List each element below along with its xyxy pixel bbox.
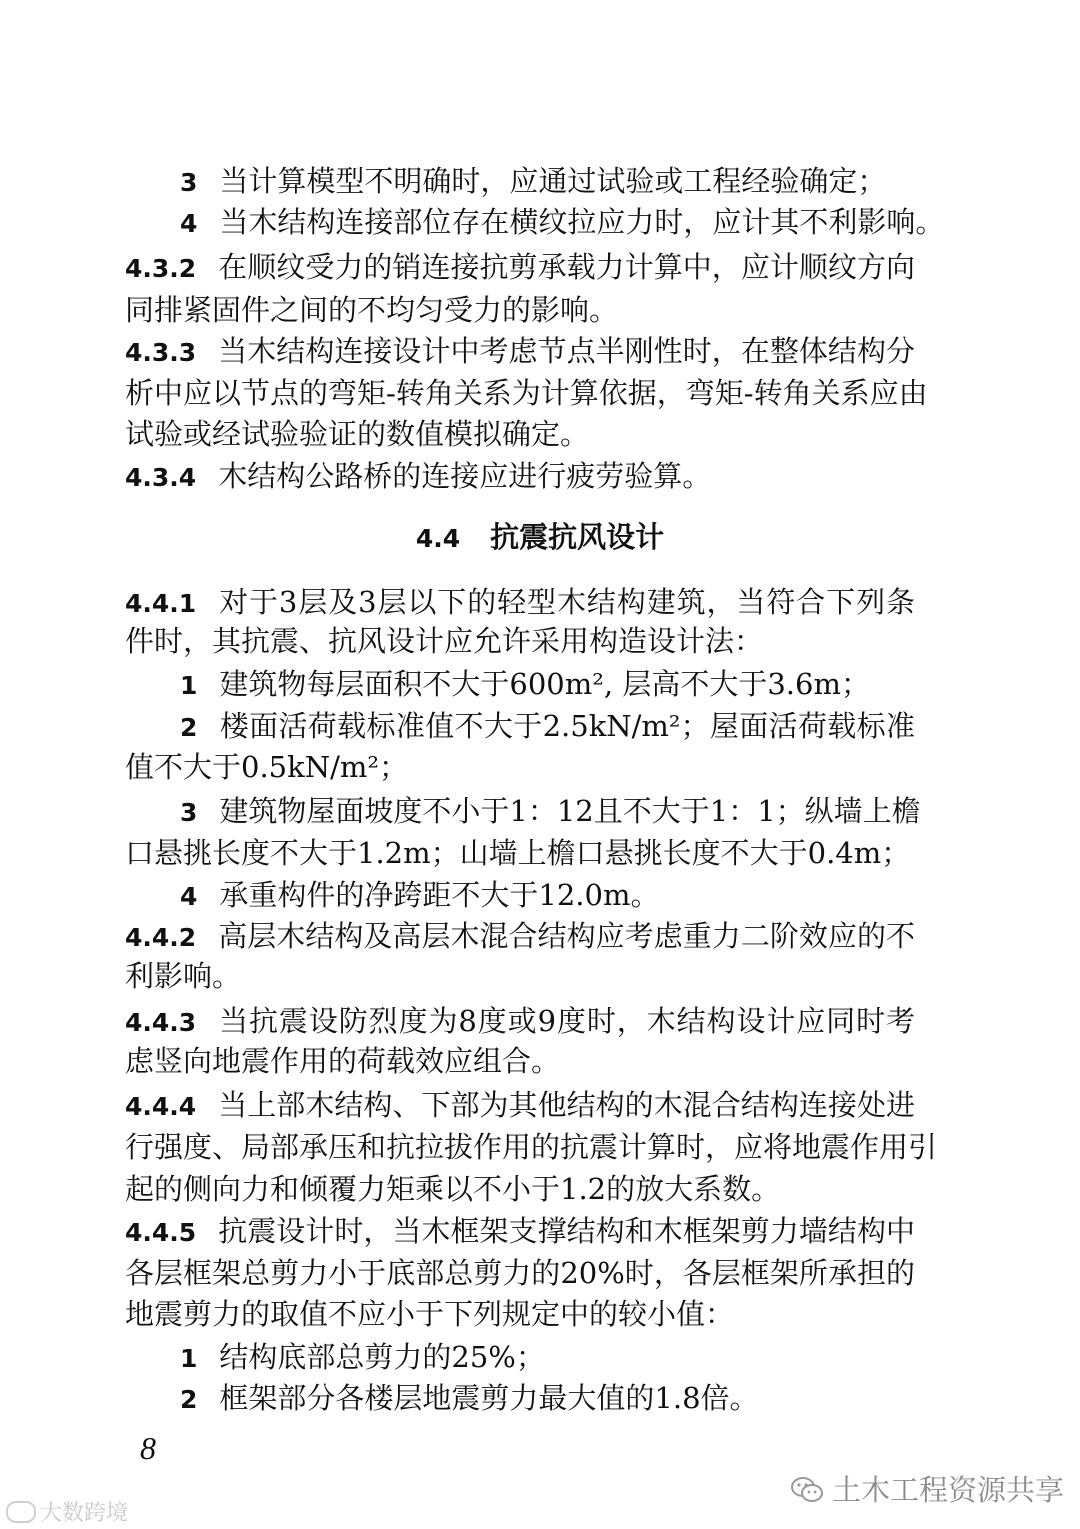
clause-4-3-1-item-3: 3 当计算模型不明确时，应通过试验或工程经验确定； [180,164,887,198]
clause-4-3-3-cont-1: 析中应以节点的弯矩-转角关系为计算依据，弯矩-转角关系应由 [125,376,928,410]
clause-4-4-1-item-2-cont: 值不大于0.5kN/m²； [125,750,408,784]
clause-4-3-1-item-4: 4 当木结构连接部位存在横纹拉应力时，应计其不利影响。 [180,205,945,239]
clause-4-4-1-item-4: 4 承重构件的净跨距不大于12.0m。 [180,878,660,912]
clause-4-4-3: 4.4.3 当抗震设防烈度为8度或9度时，木结构设计应同时考 [125,1004,915,1038]
clause-4-4-4-cont-1: 行强度、局部承压和抗拉拔作用的抗震计算时，应将地震作用引 [125,1130,938,1164]
clause-4-4-2: 4.4.2 高层木结构及高层木混合结构应考虑重力二阶效应的不 [125,919,915,953]
clause-4-3-2: 4.3.2 在顺纹受力的销连接抗剪承载力计算中，应计顺纹方向 [125,250,915,284]
clause-4-4-1-item-3-cont: 口悬挑长度不大于1.2m；山墙上檐口悬挑长度不大于0.4m； [125,836,911,870]
clause-4-4-4-cont-2: 起的侧向力和倾覆力矩乘以不小于1.2的放大系数。 [125,1172,781,1206]
clause-4-4-3-cont: 虑竖向地震作用的荷载效应组合。 [125,1044,561,1078]
clause-4-4-1: 4.4.1 对于3层及3层以下的轻型木结构建筑，当符合下列条 [125,585,915,619]
watermark-right: 土木工程资源共享 [790,1468,1064,1509]
watermark-logo-icon [6,1501,36,1523]
section-heading-4-4: 4.4 抗震抗风设计 [415,520,665,554]
clause-4-3-2-cont: 同排紧固件之间的不均匀受力的影响。 [125,293,619,327]
watermark-left: 大数跨境 [6,1496,128,1527]
clause-4-4-2-cont: 利影响。 [125,959,242,993]
clause-4-4-5-item-2: 2 框架部分各楼层地震剪力最大值的1.8倍。 [180,1381,759,1415]
clause-4-3-4: 4.3.4 木结构公路桥的连接应进行疲劳验算。 [125,459,712,493]
clause-4-4-1-item-2: 2 楼面活荷载标准值不大于2.5kN/m²；屋面活荷载标准 [180,709,915,743]
clause-4-3-3: 4.3.3 当木结构连接设计中考虑节点半刚性时，在整体结构分 [125,334,915,368]
clause-4-4-4: 4.4.4 当上部木结构、下部为其他结构的木混合结构连接处进 [125,1088,915,1122]
wechat-icon [790,1476,824,1504]
clause-4-4-5-item-1: 1 结构底部总剪力的25%； [180,1340,545,1374]
clause-4-4-5: 4.4.5 抗震设计时，当木框架支撑结构和木框架剪力墙结构中 [125,1214,915,1248]
clause-4-4-1-item-1: 1 建筑物每层面积不大于600m², 层高不大于3.6m； [180,667,870,701]
page-number: 8 [140,1430,156,1466]
clause-4-4-5-cont-2: 地震剪力的取值不应小于下列规定中的较小值： [125,1297,735,1331]
clause-4-4-5-cont-1: 各层框架总剪力小于底部总剪力的20%时，各层框架所承担的 [125,1256,915,1290]
clause-4-4-1-cont: 件时，其抗震、抗风设计应允许采用构造设计法： [125,624,764,658]
clause-4-3-3-cont-2: 试验或经试验验证的数值模拟确定。 [125,417,590,451]
clause-4-4-1-item-3: 3 建筑物屋面坡度不小于1：12且不大于1：1；纵墙上檐 [180,794,921,828]
